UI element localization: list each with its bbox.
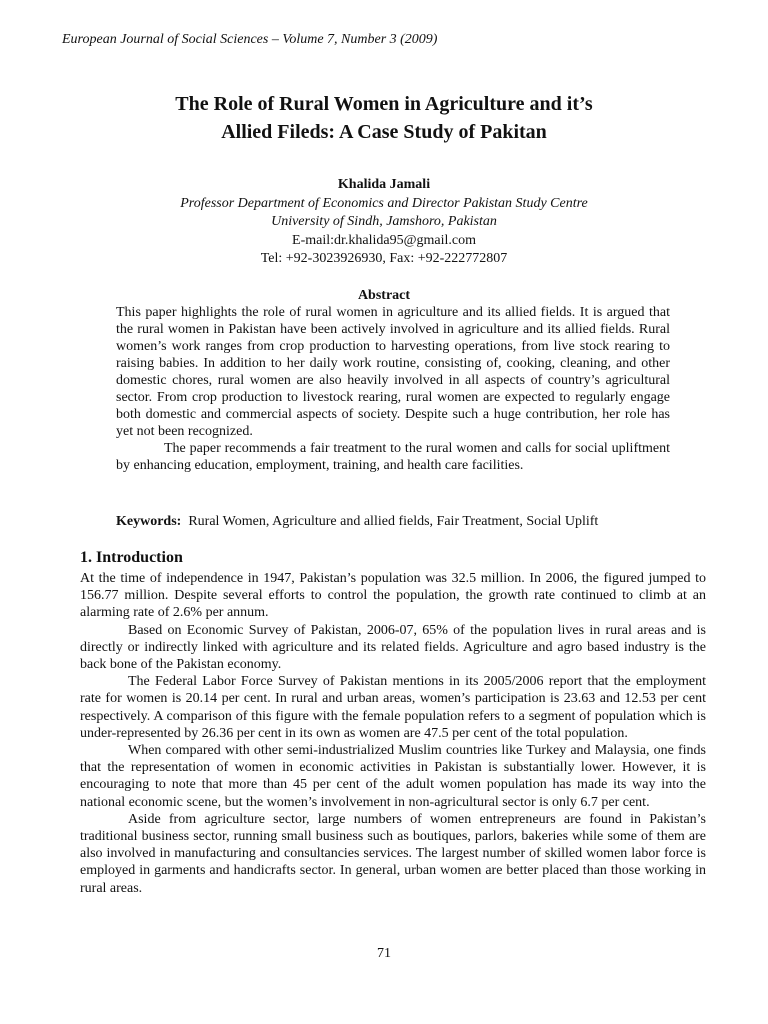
- page-number: 71: [377, 946, 391, 961]
- author-name: Khalida Jamali: [337, 177, 431, 192]
- abstract-body: [116, 304, 670, 474]
- body-paragraph: The Federal Labor Force Survey of Pakistan mentions in its 2005/2006 report that the employment rate for women is 20.14 per cent. In rural and urban areas, women’s participation is 23.63 and 12.53 per cent respectively. A comparison of this figure with the female population refers to a segment of population which is under-represented by 26.36 per cent in its own as women are 47.5 per cent of the total population.: [80, 674, 706, 741]
- keywords-text: Rural Women, Agriculture and allied fields, Fair Treatment, Social Uplift: [188, 514, 599, 529]
- journal-header: European Journal of Social Sciences – Volume 7, Number 3 (2009): [62, 32, 438, 47]
- author-affiliation-2: University of Sindh, Jamshoro, Pakistan: [271, 214, 497, 229]
- paper-title: [0, 90, 768, 146]
- author-email: E-mail:dr.khalida95@gmail.com: [292, 232, 476, 248]
- author-affiliation-1: Professor Department of Economics and Director Pakistan Study Centre: [180, 195, 588, 211]
- abstract-heading: Abstract: [357, 288, 411, 303]
- author-block: [0, 176, 768, 269]
- author-phone: Tel: +92-3023926930, Fax: +92-222772807: [260, 251, 508, 266]
- body-paragraph: At the time of independence in 1947, Pakistan’s population was 32.5 million. In 2006, the figured jumped to 156.77 million. Despite several efforts to control the population, the growth rate continued to climb at an alarming rate of 2.6% per annum.: [80, 571, 706, 621]
- title-line-2: Allied Fileds: A Case Study of Pakitan: [221, 121, 547, 143]
- abstract-paragraph-1: This paper highlights the role of rural women in agriculture and its allied fields. It is argued that the rural women in Pakistan have been actively involved in agriculture and its allied fields. Rural women’s work ranges from crop production to harvesting operations, from live stock rearing to raising babies. In addition to her daily work routine, consisting of, cooking, cleaning, and other domestic chores, rural women are also heavily involved in all aspects of country’s agricultural sector. From crop production to livestock rearing, rural women are expected to regularly engage both domestic and commercial aspects of society. Despite such a huge contribution, her role has yet not been recognized.: [116, 305, 670, 439]
- title-line-1: The Role of Rural Women in Agriculture and it’s: [175, 93, 593, 115]
- body-paragraph: Aside from agriculture sector, large numbers of women entrepreneurs are found in Pakistan’s traditional business sector, running small business such as boutiques, parlors, bakeries while some of them are also involved in manufacturing and consultancies services. The largest number of skilled women labor force is employed in garments and handicrafts sector. In general, urban women are better placed than those working in rural areas.: [80, 811, 706, 896]
- section-heading-introduction: 1. Introduction: [80, 549, 183, 566]
- introduction-body: [80, 570, 706, 897]
- abstract-paragraph-2: The paper recommends a fair treatment to the rural women and calls for social upliftment by enhancing education, employment, training, and health care facilities.: [116, 441, 670, 473]
- body-paragraph: When compared with other semi-industrialized Muslim countries like Turkey and Malaysia, one finds that the representation of women in economic activities in Pakistan is substantially lower. However, it is encouraging to note that more than 45 per cent of the adult women population has made its way into the national economic scene, but the women’s involvement in non-agricultural sector is only 6.7 per cent.: [80, 743, 706, 810]
- body-paragraph: Based on Economic Survey of Pakistan, 2006-07, 65% of the population lives in rural areas and is directly or indirectly linked with agriculture and its related fields. Agriculture and agro based industry is the back bone of the Pakistan economy.: [80, 622, 706, 673]
- keywords-label: Keywords:: [116, 514, 182, 529]
- keywords-line: [116, 514, 676, 530]
